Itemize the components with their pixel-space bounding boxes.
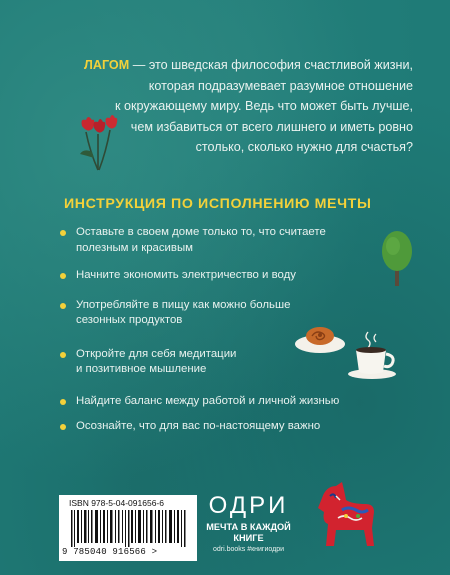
intro-line-1: — это шведская философия счастливой жизни,	[129, 58, 413, 72]
publisher-slogan-line-2: КНИГЕ	[233, 533, 264, 543]
list-item-line: полезным и красивым	[76, 241, 193, 254]
bullet-dot	[60, 303, 66, 309]
isbn-barcode	[59, 495, 197, 561]
list-item-line: Оставьте в своем доме только то, что считаете	[76, 226, 326, 238]
bullet-dot	[60, 230, 66, 236]
list-item-line: Найдите баланс между работой и личной жизнью	[76, 394, 340, 407]
bullet-dot	[60, 399, 66, 405]
list-item-line: сезонных продуктов	[76, 314, 183, 326]
intro-keyword: ЛАГОМ	[84, 58, 130, 72]
barcode-digits: 9 785040 916566 >	[62, 547, 158, 557]
list-item-line: Откройте для себя медитации	[76, 347, 237, 360]
publisher-name: ОДРИ	[208, 492, 289, 519]
bullet-dot	[60, 273, 66, 279]
isbn-number: ISBN 978-5-04-091656-6	[69, 498, 164, 508]
list-item-line: Осознайте, что для вас по-настоящему важно	[76, 420, 321, 432]
list-item	[60, 225, 390, 256]
publisher-logo	[197, 493, 300, 553]
list-item-line: Начните экономить электричество и воду	[76, 269, 296, 281]
publisher-social: odri.books #книгиодри	[212, 546, 285, 553]
intro-line-2: которая подразумевает разумное отношение	[148, 78, 413, 93]
list-item	[60, 394, 390, 410]
tree-illustration	[380, 230, 414, 286]
publisher-slogan-line-1: МЕЧТА В КАЖДОЙ	[206, 522, 291, 532]
instructions-heading: ИНСТРУКЦИЯ ПО ИСПОЛНЕНИЮ МЕЧТЫ	[64, 196, 372, 212]
list-item-line: Употребляйте в пищу как можно больше	[76, 298, 291, 311]
list-item-line: и позитивное мышление	[76, 363, 207, 375]
publisher-slogan	[197, 522, 300, 544]
coffee-cup-illustration	[346, 330, 402, 380]
cinnamon-bun-illustration	[294, 322, 346, 354]
dala-horse-illustration	[312, 478, 382, 550]
intro-line-4: чем избавиться от всего лишнего и иметь ровно	[130, 119, 413, 134]
barcode-bars	[71, 510, 189, 547]
intro-line-5: столько, сколько нужно для счастья?	[195, 140, 413, 154]
intro-line-3: к окружающему миру. Ведь что может быть лучше,	[114, 99, 413, 113]
bullet-dot	[60, 424, 66, 430]
bullet-dot	[60, 352, 66, 358]
red-tulips-illustration	[72, 112, 122, 172]
list-item	[60, 419, 390, 435]
list-item	[60, 268, 390, 284]
